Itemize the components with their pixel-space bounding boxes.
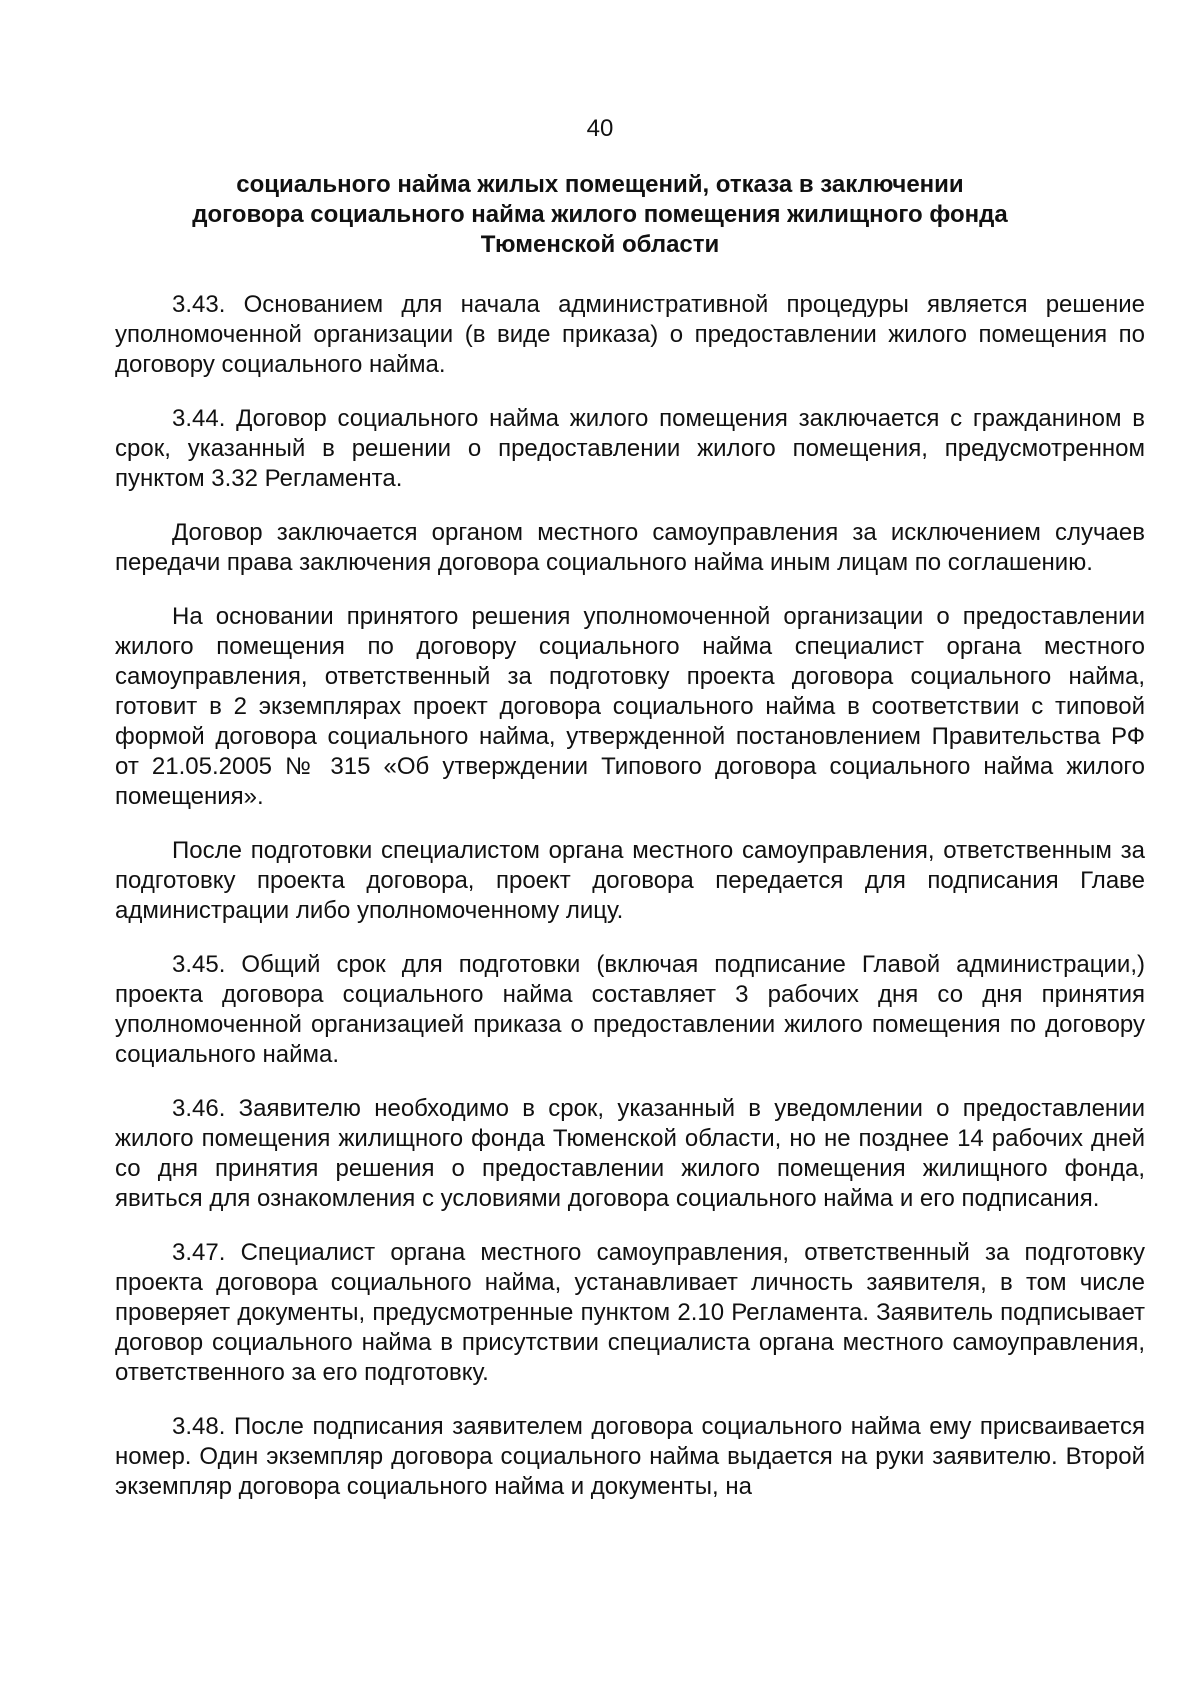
paragraph: После подготовки специалистом органа местного самоуправления, ответственным за подготовку проекта договора, проект договора передается для подписания Главе администрации либо уполномоченному лицу. bbox=[115, 837, 1145, 924]
heading-line: Тюменской области bbox=[480, 231, 720, 258]
paragraph: На основании принятого решения уполномоченной организации о предоставлении жилого помещения по договору социального найма специалист органа местного самоуправления, ответственный за подготовку проекта договора социального найма, готовит в 2 экземплярах проект договора социального найма в соответствии с типовой формой договора социального найма, утвержденной постановлением Правительства РФ от 21.05.2005 № 315 «Об утверждении Типового договора социального найма жилого помещения». bbox=[115, 603, 1145, 810]
paragraph-3-47: 3.47. Специалист органа местного самоуправления, ответственный за подготовку проекта договора социального найма, устанавливает личность заявителя, в том числе проверяет документы, предусмотренные пунктом 2.10 Регламента. Заявитель подписывает договор социального найма в присутствии специалиста органа местного самоуправления, ответственного за его подготовку. bbox=[115, 1239, 1145, 1386]
paragraph-3-44: 3.44. Договор социального найма жилого помещения заключается с гражданином в срок, указанный в решении о предоставлении жилого помещения, предусмотренном пунктом 3.32 Регламента. bbox=[115, 405, 1145, 492]
paragraph-3-43: 3.43. Основанием для начала административной процедуры является решение уполномоченной организации (в виде приказа) о предоставлении жилого помещения по договору социального найма. bbox=[115, 291, 1145, 378]
heading-line: договора социального найма жилого помещения жилищного фонда bbox=[192, 201, 1008, 228]
paragraph: Договор заключается органом местного самоуправления за исключением случаев передачи права заключения договора социального найма иным лицам по соглашению. bbox=[115, 519, 1145, 576]
paragraph-3-46: 3.46. Заявителю необходимо в срок, указанный в уведомлении о предоставлении жилого помещения жилищного фонда Тюменской области, но не позднее 14 рабочих дней со дня принятия решения о предоставлении жилого помещения жилищного фонда, явиться для ознакомления с условиями договора социального найма и его подписания. bbox=[115, 1095, 1145, 1212]
section-heading bbox=[150, 170, 1050, 260]
document-body bbox=[115, 290, 1145, 1526]
paragraph-3-45: 3.45. Общий срок для подготовки (включая подписание Главой администрации,) проекта договора социального найма составляет 3 рабочих дня со дня принятия уполномоченной организацией приказа о предоставлении жилого помещения по договору социального найма. bbox=[115, 951, 1145, 1068]
page-number: 40 bbox=[586, 115, 614, 142]
heading-line: социального найма жилых помещений, отказа в заключении bbox=[236, 171, 964, 198]
paragraph-3-48: 3.48. После подписания заявителем договора социального найма ему присваивается номер. Один экземпляр договора социального найма выдается на руки заявителю. Второй экземпляр договора социального найма и документы, на bbox=[115, 1413, 1145, 1500]
